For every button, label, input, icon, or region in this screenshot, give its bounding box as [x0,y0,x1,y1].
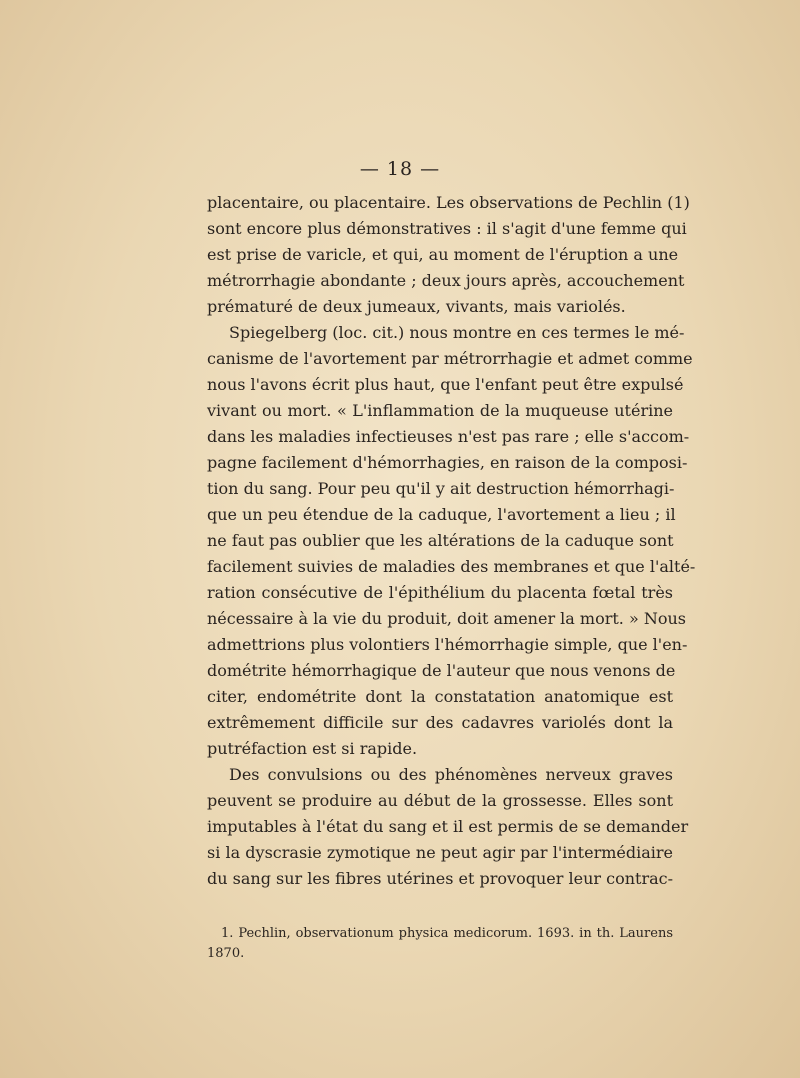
text-line: dans les maladies infectieuses n'est pas rare ; elle s'accom- [207,427,690,446]
page-number: — 18 — [359,158,441,180]
text-line: putréfaction est si rapide. [207,739,418,758]
text-line: peuvent se produire au début de la grossesse. Elles sont [207,791,673,810]
text-line: sont encore plus démonstratives : il s'agit d'une femme qui [207,219,687,238]
text-line: citer, endométrite dont la constatation anatomique est [207,687,673,706]
text-line: ne faut pas oublier que les altérations de la caduque sont [207,531,674,550]
text-line: Des convulsions ou des phénomènes nerveux graves [229,765,673,784]
text-line: facilement suivies de maladies des membranes et que l'alté- [207,557,696,576]
text-line: vivant ou mort. « L'inflammation de la muqueuse utérine [207,401,673,420]
text-line: du sang sur les fibres utérines et provoquer leur contrac- [207,869,673,888]
footnote-line: 1. Pechlin, observationum physica medicorum. 1693. in th. Laurens [221,926,673,941]
text-line: métrorrhagie abondante ; deux jours après, accouchement [207,271,685,290]
text-line: pagne facilement d'hémorrhagies, en raison de la composi- [207,453,688,472]
text-line: imputables à l'état du sang et il est permis de se demander [207,817,689,836]
text-line: si la dyscrasie zymotique ne peut agir par l'intermédiaire [207,843,673,862]
text-line: extrêmement difficile sur des cadavres variolés dont la [207,713,673,732]
text-line: placentaire, ou placentaire. Les observations de Pechlin (1) [207,193,690,212]
text-line: tion du sang. Pour peu qu'il y ait destruction hémorrhagi- [207,479,675,498]
body-text [207,190,696,892]
text-line: prématuré de deux jumeaux, vivants, mais variolés. [207,297,626,316]
text-line: que un peu étendue de la caduque, l'avortement a lieu ; il [207,505,676,524]
text-line: admettrions plus volontiers l'hémorrhagie simple, que l'en- [207,635,688,654]
text-line: nécessaire à la vie du produit, doit amener la mort. » Nous [207,609,686,628]
text-line: nous l'avons écrit plus haut, que l'enfant peut être expulsé [207,375,684,394]
text-line: Spiegelberg (loc. cit.) nous montre en ces termes le mé- [229,323,685,342]
text-line: dométrite hémorrhagique de l'auteur que nous venons de [207,661,676,680]
text-line: est prise de varicle, et qui, au moment de l'éruption a une [207,245,679,264]
footnote-line: 1870. [207,946,245,961]
text-line: canisme de l'avortement par métrorrhagie et admet comme [207,349,693,368]
footnote [207,924,673,964]
text-line: ration consécutive de l'épithélium du placenta fœtal très [207,583,673,602]
